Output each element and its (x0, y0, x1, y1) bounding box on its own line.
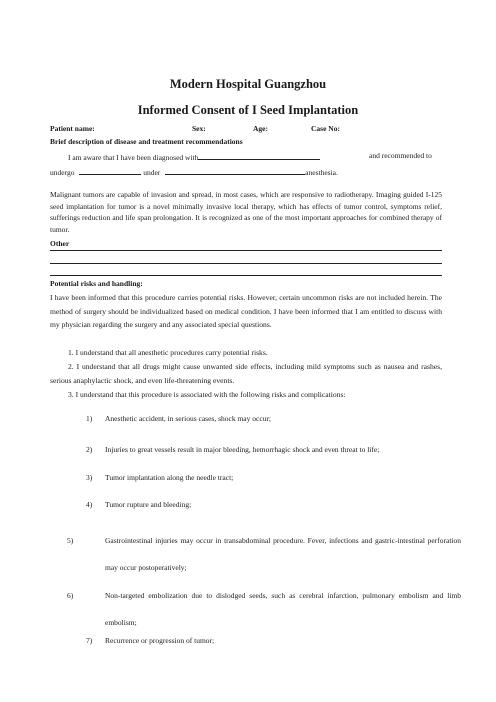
form-title: Informed Consent of I Seed Implantation (137, 103, 359, 117)
complication-item (86, 445, 442, 455)
complication-number: 2) (86, 445, 93, 454)
undergo-text: undergo (50, 168, 75, 177)
complication-number: 1) (86, 414, 93, 423)
sex-label: Sex: (192, 124, 206, 133)
complication-text: Recurrence or progression of tumor; (105, 636, 215, 645)
other-label: Other (50, 239, 70, 248)
complication-item (86, 500, 442, 510)
complication-text: Injuries to great vessels result in major bleeding, hemorrhagic shock and even threat to life; (105, 445, 380, 454)
intro-paragraph: Malignant tumors are capable of invasion and spread, in most cases, which are responsive to radiotherapy. Imaging guided I-125 seed implantation for tumor is a novel minimally invasive local therapy, which has effects of tumor control, symptoms relief, sufferings reduction and life span prolongation. It is recognized as one of the most important approaches for combined therapy of tumor. (50, 190, 442, 235)
brief-heading: Brief description of disease and treatment recommendations (50, 137, 243, 146)
age-label: Age: (253, 124, 268, 133)
section-divider (50, 275, 442, 276)
complication-item (86, 636, 442, 646)
diagnosis-blank[interactable] (198, 151, 320, 160)
risk-point-3: 3. I understand that this procedure is associated with the following risks and complications: (68, 390, 346, 399)
risks-intro: I have been informed that this procedure carries potential risks. However, certain uncommon risks are not included herein. The method of surgery should be individualized based on medical condition. I have been informed that I am entitled to discuss with my physician regarding the surgery and any associated special questions. (50, 293, 442, 329)
complication-item (86, 414, 442, 424)
diagnosis-line (68, 151, 320, 163)
risk-point-1: 1. I understand that all anesthetic procedures carry potential risks. (68, 348, 268, 357)
diagnosis-text: I am aware that I have been diagnosed with (68, 153, 199, 162)
risks-heading: Potential risks and handling: (50, 279, 143, 288)
complication-text: Gastrointestinal injuries may occur in transabdominal procedure. Fever, infections and gastric-intestinal perforation may occur postoperatively; (105, 536, 461, 572)
complication-text: Tumor rupture and bleeding; (105, 500, 192, 509)
patient-name-label: Patient name: (50, 124, 95, 133)
under-text: under (143, 168, 161, 177)
complication-text: Non-targeted embolization due to dislodged seeds, such as cerebral infarction, pulmonary embolism and limb embolism; (105, 591, 461, 627)
hospital-name: Modern Hospital Guangzhou (169, 77, 327, 91)
complication-number: 7) (86, 636, 93, 645)
anesthesia-blank[interactable] (165, 166, 305, 175)
complication-item (67, 527, 461, 581)
other-line-1[interactable] (50, 250, 442, 251)
complication-text: Anesthetic accident, in serious cases, shock may occur; (105, 414, 271, 423)
recommended-text: and recommended to (369, 151, 432, 160)
procedure-blank[interactable] (79, 166, 141, 175)
case-no-label: Case No: (311, 124, 340, 133)
complication-number: 6) (67, 591, 74, 600)
complication-number: 4) (86, 500, 93, 509)
complication-number: 5) (67, 536, 74, 545)
complication-number: 3) (86, 473, 93, 482)
complication-text: Tumor implantation along the needle tract; (105, 473, 234, 482)
procedure-line (50, 166, 338, 178)
risk-point-2: 2. I understand that all drugs might cause unwanted side effects, including mild symptoms such as nausea and rashes, serious anaphylactic shock, and even life-threatening events. (50, 362, 442, 385)
other-line-2[interactable] (50, 263, 442, 264)
complication-item (86, 473, 442, 483)
complication-item (67, 582, 461, 636)
anesthesia-text: anesthesia. (305, 168, 338, 177)
